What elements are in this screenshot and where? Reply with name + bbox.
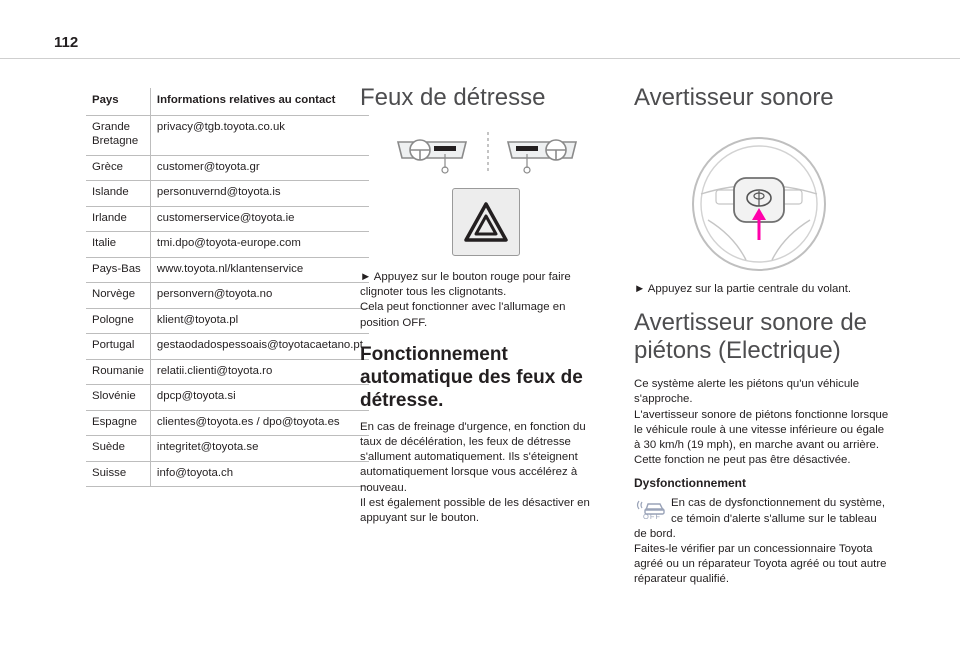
column-header-country: Pays — [86, 88, 150, 115]
steering-wheel-illustration — [674, 124, 844, 274]
table-row — [86, 181, 369, 207]
pedestrian-text: L'avertisseur sonore de piétons fonctionne lorsque le véhicule roule à une vitesse inférieure ou égale à 30 km/h (19 mph), en marche avant ou arrière. — [634, 408, 889, 452]
table-row — [86, 206, 369, 232]
contact-cell: personuvernd@toyota.is — [150, 181, 368, 207]
contact-cell: relatii.clienti@toyota.ro — [150, 359, 368, 385]
hazard-instruction: ► Appuyez sur le bouton rouge pour faire clignoter tous les clignotants. — [360, 271, 571, 299]
country-cell: Norvège — [86, 283, 150, 309]
hazard-title: Feux de détresse — [360, 84, 546, 111]
country-cell: Pologne — [86, 308, 150, 334]
contact-table — [86, 88, 369, 487]
country-cell: Islande — [86, 181, 150, 207]
table-row — [86, 257, 369, 283]
horn-title: Avertisseur sonore — [634, 84, 834, 111]
country-cell: Suisse — [86, 461, 150, 487]
contact-cell: customerservice@toyota.ie — [150, 206, 368, 232]
country-cell: Suède — [86, 436, 150, 462]
table-header-row — [86, 88, 369, 115]
table-row — [86, 410, 369, 436]
malfunction-text: En cas de dysfonctionnement du système, ce témoin d'alerte s'allume sur le tableau de bord. — [634, 497, 886, 540]
column-header-contact: Informations relatives au contact — [150, 88, 368, 115]
table-row — [86, 308, 369, 334]
pedestrian-cannot-disable: Cette fonction ne peut pas être désactivée. — [634, 454, 851, 467]
contact-cell: dpcp@toyota.si — [150, 385, 368, 411]
table-row — [86, 436, 369, 462]
table-row — [86, 232, 369, 258]
auto-hazard-deactivate-text: Il est également possible de les désactiver en appuyant sur le bouton. — [360, 496, 590, 525]
country-cell: Espagne — [86, 410, 150, 436]
hazard-note: Cela peut fonctionner avec l'allumage en position OFF. — [360, 301, 566, 329]
horn-instruction: ► Appuyez sur la partie centrale du volant. — [634, 283, 852, 295]
horn-section — [634, 84, 890, 588]
pedestrian-warning-icon — [634, 496, 668, 522]
contact-cell: customer@toyota.gr — [150, 155, 368, 181]
country-cell: Irlande — [86, 206, 150, 232]
table-row — [86, 385, 369, 411]
dashboard-location-illustration — [396, 128, 586, 178]
header-divider — [0, 58, 960, 59]
hazard-triangle-icon — [463, 201, 509, 243]
contact-cell: tmi.dpo@toyota-europe.com — [150, 232, 368, 258]
contact-cell: privacy@tgb.toyota.co.uk — [150, 115, 368, 155]
table-row — [86, 359, 369, 385]
table-row — [86, 115, 369, 155]
pedestrian-alert-title: Avertisseur sonore de piétons (Electrique) — [634, 309, 868, 365]
warning-icon-off-label: OFF — [643, 512, 661, 522]
contact-cell: gestaodadospessoais@toyotacaetano.pt — [150, 334, 368, 360]
country-cell: Grèce — [86, 155, 150, 181]
country-cell: Portugal — [86, 334, 150, 360]
table-row — [86, 283, 369, 309]
country-cell: Pays-Bas — [86, 257, 150, 283]
malfunction-block — [634, 496, 890, 542]
hazard-section — [360, 84, 604, 526]
country-cell: Slovénie — [86, 385, 150, 411]
table-row — [86, 334, 369, 360]
contact-cell: info@toyota.ch — [150, 461, 368, 487]
country-cell: Italie — [86, 232, 150, 258]
pedestrian-intro: Ce système alerte les piétons qu'un véhicule s'approche. — [634, 378, 860, 406]
contact-cell: clientes@toyota.es / dpo@toyota.es — [150, 410, 368, 436]
hazard-button[interactable] — [452, 188, 520, 256]
auto-hazard-title: Fonctionnement automatique des feux de détresse. — [360, 343, 583, 411]
contact-cell: www.toyota.nl/klantenservice — [150, 257, 368, 283]
malfunction-title: Dysfonctionnement — [634, 476, 747, 491]
country-cell: Roumanie — [86, 359, 150, 385]
contact-cell: integritet@toyota.se — [150, 436, 368, 462]
country-cell: Grande Bretagne — [86, 115, 150, 155]
table-row — [86, 461, 369, 487]
page-number: 112 — [54, 34, 79, 51]
auto-hazard-text: En cas de freinage d'urgence, en fonction du taux de décélération, les feux de détresse s'allument automatiquement. Ils s'éteignent automatiquement lorsque vous accélérez à nouveau. — [360, 420, 586, 494]
table-row — [86, 155, 369, 181]
contact-cell: klient@toyota.pl — [150, 308, 368, 334]
dealer-advice: Faites-le vérifier par un concessionnaire Toyota agréé ou un réparateur Toyota agréé ou tout autre réparateur qualifié. — [634, 543, 887, 586]
contact-cell: personvern@toyota.no — [150, 283, 368, 309]
